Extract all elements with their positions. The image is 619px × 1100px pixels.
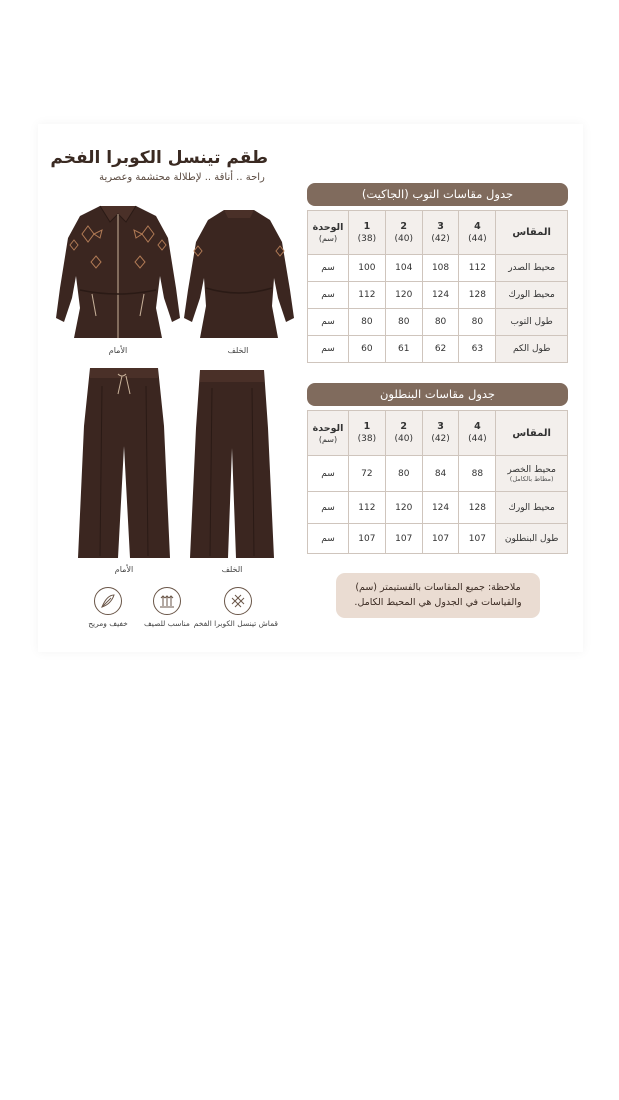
measure-header: المقاس <box>496 411 568 456</box>
cell: 80 <box>385 456 422 492</box>
row-label: طول الكم <box>496 336 568 363</box>
cell: 112 <box>459 255 496 282</box>
table-row <box>308 524 568 554</box>
cell: 128 <box>459 492 496 524</box>
size-header: 1 (38) <box>348 411 385 456</box>
row-label: طول البنطلون <box>496 524 568 554</box>
row-label-text: محيط الخصر <box>507 464 556 475</box>
pants-front-image <box>78 366 170 560</box>
feather-icon <box>94 587 122 615</box>
unit-header: الوحدة (سم) <box>308 411 349 456</box>
size-header: 2 (40) <box>385 411 422 456</box>
unit-cell: سم <box>308 524 349 554</box>
table-row <box>308 336 568 363</box>
unit-cell: سم <box>308 309 349 336</box>
fabric-weave-icon <box>224 587 252 615</box>
cell: 80 <box>422 309 459 336</box>
cell: 128 <box>459 282 496 309</box>
table-row <box>308 255 568 282</box>
unit-header: الوحدة (سم) <box>308 211 349 255</box>
row-label: محيط الصدر <box>496 255 568 282</box>
unit-cell: سم <box>308 456 349 492</box>
unit-cell: سم <box>308 336 349 363</box>
feature-fabric <box>193 587 278 628</box>
cell: 112 <box>348 282 385 309</box>
feature-light-label: خفيف ومريح <box>88 619 128 628</box>
cell: 80 <box>348 309 385 336</box>
size-header: 2 (40) <box>385 211 422 255</box>
feature-summer-label: مناسب للصيف <box>144 619 190 628</box>
table-row <box>308 282 568 309</box>
row-label <box>496 456 568 492</box>
jacket-front-caption: الأمام <box>108 346 128 355</box>
cell: 120 <box>385 282 422 309</box>
cell: 60 <box>348 336 385 363</box>
pants-table-title: جدول مقاسات البنطلون <box>307 383 568 406</box>
table-header-row <box>308 411 568 456</box>
feature-light <box>68 587 148 628</box>
jacket-front-image <box>52 198 184 344</box>
feature-fabric-label: قماش تينسل الكوبرا الفخم <box>193 619 278 628</box>
cell: 124 <box>422 282 459 309</box>
cell: 63 <box>459 336 496 363</box>
table-header-row <box>308 211 568 255</box>
cell: 100 <box>348 255 385 282</box>
measure-header: المقاس <box>496 211 568 255</box>
jacket-back-image <box>182 206 296 344</box>
product-title: طقم تينسل الكوبرا الفخم <box>50 148 268 168</box>
cell: 84 <box>422 456 459 492</box>
unit-cell: سم <box>308 255 349 282</box>
pants-back-image <box>190 368 274 560</box>
cell: 112 <box>348 492 385 524</box>
cell: 120 <box>385 492 422 524</box>
cell: 88 <box>459 456 496 492</box>
top-size-table <box>307 210 568 363</box>
size-header: 3 (42) <box>422 411 459 456</box>
row-label: طول التوب <box>496 309 568 336</box>
cell: 80 <box>385 309 422 336</box>
size-header: 4 (44) <box>459 211 496 255</box>
breathable-arrows-icon <box>153 587 181 615</box>
unit-cell: سم <box>308 492 349 524</box>
note-line-2: والقياسات في الجدول هي المحيط الكامل. <box>354 597 522 608</box>
row-label: محيط الورك <box>496 282 568 309</box>
cell: 107 <box>385 524 422 554</box>
pants-size-table <box>307 410 568 554</box>
jacket-back-caption: الخلف <box>227 346 249 355</box>
row-label-note: (مطاط بالكامل) <box>509 474 554 483</box>
row-label: محيط الورك <box>496 492 568 524</box>
cell: 80 <box>459 309 496 336</box>
cell: 107 <box>459 524 496 554</box>
table-row <box>308 456 568 492</box>
measurement-note <box>336 573 540 618</box>
table-row <box>308 309 568 336</box>
cell: 62 <box>422 336 459 363</box>
top-table-title: جدول مقاسات التوب (الجاكيت) <box>307 183 568 206</box>
pants-back-caption: الخلف <box>221 565 243 574</box>
table-row <box>308 492 568 524</box>
unit-cell: سم <box>308 282 349 309</box>
cell: 107 <box>348 524 385 554</box>
cell: 107 <box>422 524 459 554</box>
cell: 61 <box>385 336 422 363</box>
cell: 108 <box>422 255 459 282</box>
size-header: 4 (44) <box>459 411 496 456</box>
cell: 72 <box>348 456 385 492</box>
cell: 104 <box>385 255 422 282</box>
cell: 124 <box>422 492 459 524</box>
note-line-1: ملاحظة: جميع المقاسات بالفستيمتر (سم) <box>355 582 521 593</box>
size-header: 3 (42) <box>422 211 459 255</box>
product-subtitle: راحة .. أناقة .. لإطلالة محتشمة وعصرية <box>99 172 265 183</box>
pants-front-caption: الأمام <box>114 565 134 574</box>
size-header: 1 (38) <box>348 211 385 255</box>
